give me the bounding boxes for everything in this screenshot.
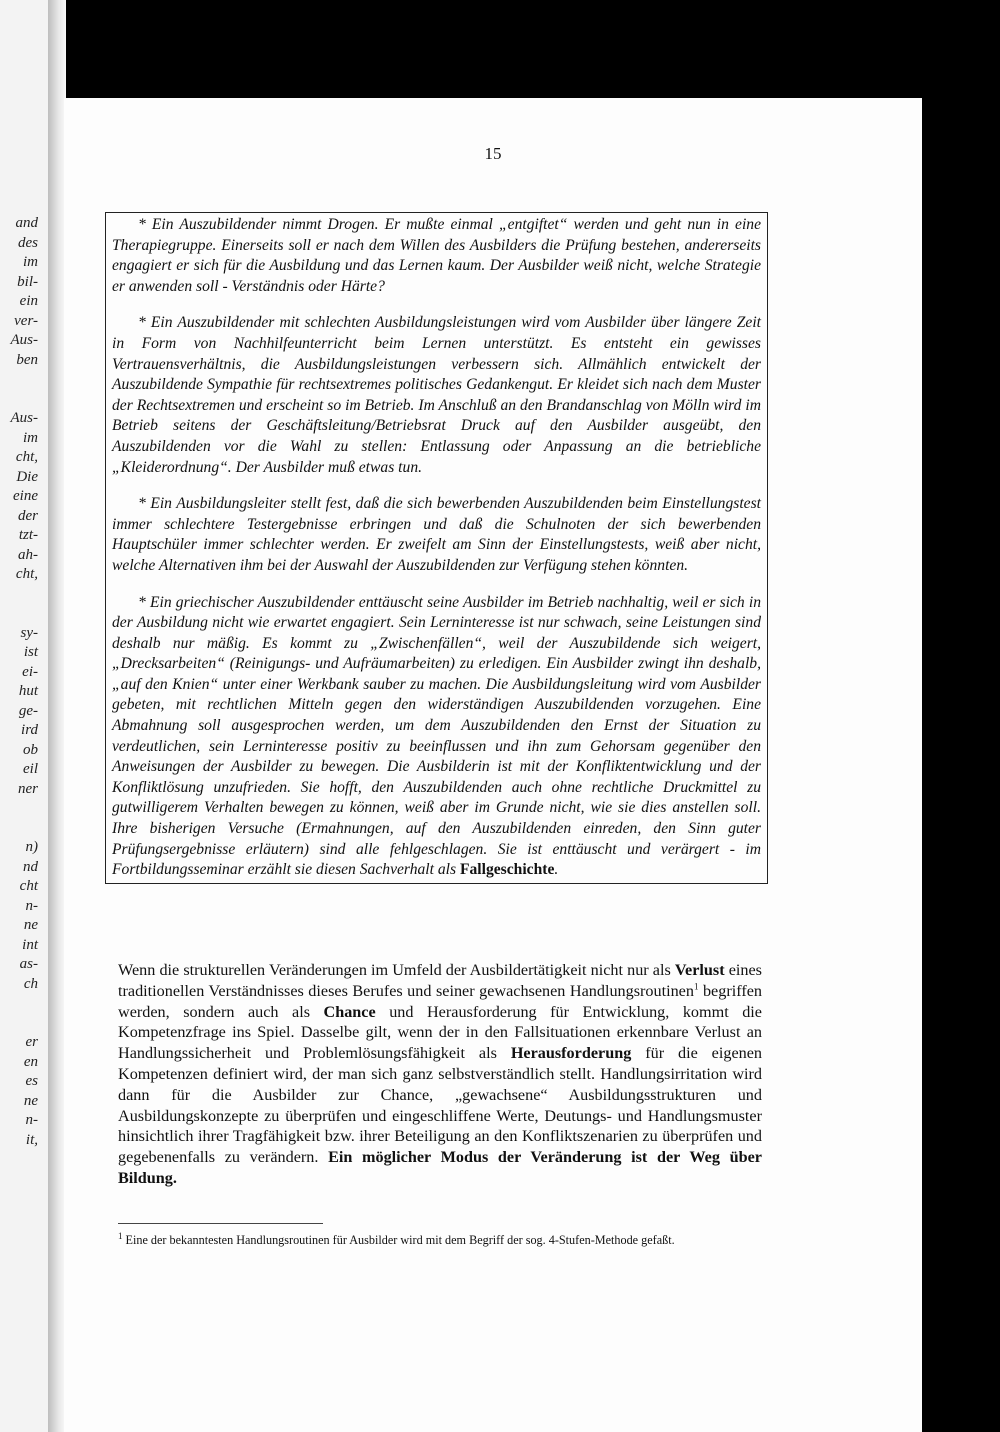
left-page-fragment [0, 1014, 38, 1034]
left-page-fragment: tzt- [18, 527, 38, 543]
left-page-fragment: Die [16, 468, 38, 485]
left-page-fragment: eil [23, 761, 38, 777]
left-page-fragment: n) [25, 839, 38, 855]
left-page-fragment: eine [13, 488, 38, 504]
body-text-run: und Herausforderung für Entwicklung, kommt die Kompetenzfrage ins Spiel. Dasselbe gilt, wenn der in den Fallsituationen erkennbare Verlust an Handlungssicherheit und Problemlösungsfähigkeit als [118, 1002, 762, 1063]
left-page-fragment: es [25, 1073, 38, 1089]
left-page-fragment: and [15, 215, 38, 231]
left-page-fragment: ird [21, 722, 38, 738]
left-page-fragment: des [18, 234, 38, 251]
body-text-run: für die eigenen Kompetenzen definiert wird, der man sich ganz selbstverständlich stellt. Handlungsirritation wird dann für die Ausbilder zur Chance, „gewachsene“ Ausbildungsstrukturen und Ausbildungskonzepte zu überprüfen und eingeschliffene Werte, Deutungs- und Handlungsmuster hinsichtlich ihrer Tragfähigkeit bzw. ihrer Beteiligung an den Konfliktszenarien zu überprüfen und gegebenenfalls zu verändern. [118, 1044, 763, 1167]
left-page-fragment: bil- [17, 273, 38, 290]
left-page-fragment: cht [19, 878, 38, 894]
left-page-fragment: er [25, 1034, 38, 1050]
left-page-fragment: Aus- [10, 332, 38, 348]
left-page-fragment: ben [16, 351, 38, 368]
case-bold-term: Fallgeschichte [459, 861, 555, 879]
left-page-fragment: ch [23, 975, 38, 992]
bullet-marker: * [138, 495, 146, 513]
left-page-fragment: ner [18, 780, 38, 797]
footnote [118, 1232, 762, 1249]
left-page-fragment: im [23, 254, 38, 270]
body-text-run: Wenn die strukturellen Veränderungen im Umfeld der Ausbildertätigkeit nicht nur als [118, 961, 675, 979]
case-paragraph [112, 593, 761, 881]
footnote-mark: 1 [118, 1230, 123, 1241]
left-page-fragment [0, 819, 38, 839]
case-paragraph [112, 494, 761, 576]
case-text: Ein Auszubildender mit schlechten Ausbildungsleistungen wird vom Ausbilder über längere Zeit in Form von Nachhilfeunterricht beim Lernen unterstützt. Es entsteht ein gewisses Vertrauensverhältnis, die Ausbildungsleistungen verbessern sich. Allmählich entwickelt der Auszubildende Sympathie für rechtsextremes politisches Gedankengut. Er kleidet sich nach dem Muster der Rechtsextremen und erscheint so im Betrieb. Im Anschluß an den Brandanschlag von Mölln wird im Betrieb seitens der Geschäftsleitung/Betriebsrat Druck auf den Ausbilder ausgeübt, den Auszubildenden vor die Wahl zu stellen: Entlassung oder Anpassung an die betriebliche „Kleiderordnung“. Der Ausbilder muß etwas tun. [112, 314, 761, 476]
left-page-fragment [0, 370, 38, 390]
bold-term: Verlust [674, 961, 725, 979]
bullet-marker: * [138, 216, 146, 233]
left-page-fragment: ah- [18, 546, 38, 563]
left-page-fragment [0, 994, 38, 1014]
case-end-punct: . [554, 861, 559, 879]
left-page-fragment: im [23, 429, 38, 446]
case-examples-box [105, 212, 768, 884]
left-page-fragment: en [23, 1053, 38, 1070]
bold-conclusion: Ein möglicher Modus der Veränderung ist der Weg über Bildung. [118, 1148, 762, 1187]
left-page-fragment: ge- [18, 702, 38, 719]
left-page-fragment: n- [25, 1112, 38, 1128]
left-page-fragment [0, 799, 38, 819]
left-page-fragment: n- [25, 897, 38, 914]
body-paragraph [118, 960, 762, 1189]
left-page-fragment: ver- [14, 312, 38, 329]
left-page-text-fragments [0, 214, 38, 1150]
left-page-fragment: ist [23, 644, 38, 660]
left-page-fragment: nd [23, 858, 38, 875]
body-text-run: eines traditionellen Verständnisses dieses Berufes und seiner gewachsenen Handlungsroutinen [118, 961, 762, 1000]
left-page-fragment: as- [19, 956, 38, 972]
left-page-fragment: cht, [15, 449, 38, 465]
left-page-fragment: ne [23, 917, 38, 933]
body-text-run: begriffen werden, sondern auch als [118, 981, 762, 1021]
case-text: Ein Auszubildender nimmt Drogen. Er mußte einmal „entgiftet“ werden und geht nun in eine Therapiegruppe. Einerseits soll er nach dem Willen des Ausbilders die Prüfung bestehen, andererseits engagiert er sich für die Ausbildung und das Lernen kaum. Der Ausbilder weiß nicht, welche Strategie er anwenden soll - Verständnis oder Härte? [112, 216, 761, 295]
left-page-fragment [0, 604, 38, 624]
book-page [64, 98, 922, 1432]
left-page-fragment: ne [23, 1092, 38, 1109]
left-page-fragment: Aus- [10, 410, 38, 426]
bold-term: Chance [323, 1002, 376, 1021]
page-number: 15 [484, 144, 502, 163]
case-paragraph [112, 313, 761, 478]
left-page-fragment: ein [19, 293, 38, 309]
bullet-marker: * [138, 593, 146, 611]
left-page-fragment: int [22, 936, 38, 953]
bold-term: Herausforderung [510, 1044, 632, 1063]
left-page-edge [0, 0, 48, 1432]
footnote-divider [118, 1223, 323, 1224]
left-page-fragment: hut [18, 683, 38, 699]
footnote-reference: 1 [693, 981, 699, 992]
bullet-marker: * [138, 314, 146, 332]
case-paragraph [112, 215, 761, 297]
case-text: Ein griechischer Auszubildender enttäuscht seine Ausbilder im Betrieb nachhaltig, weil er sich in der Ausbildung nicht wie erwartet engagiert. Sein Lerninteresse ist nur schwach, seine Leistungen sind deshalb nur mäßig. Es kommt zu „Zwischenfällen“, weil der Auszubildende sich weigert, „Drecksarbeiten“ (Reinigungs- und Aufräumarbeiten) zu erledigen. Ein Ausbilder zwingt ihn deshalb, „auf den Knien“ unter einer Werkbank sauber zu machen. Die Ausbildungsleitung wird vom Ausbilder gebeten, mit rechtlichen Mitteln gegen den widerständigen Auszubildenden vorzugehen. Eine Abmahnung soll ausgesprochen werden, um dem Auszubildenden den Ernst der Situation zu verdeutlichen, sein Lerninteresse positiv zu beeinflussen und ihn zum Gehorsam gegenüber den Anweisungen der Ausbilder zu bewegen. Die Ausbilderin ist mit der Konfliktentwicklung und der Konfliktlösung unzufrieden. Sie hofft, den Auszubildenden auch ohne rechtliche Druckmittel zu gutwilligerem Verhalten bewegen zu können, weiß aber im Grunde nicht, wie sie dies anstellen soll. Ihre bisherigen Versuche (Ermahnungen, auf den Auszubildenden einreden, den Sinn guter Prüfungsergebnisse erläutern) sind alle fehlgeschlagen. Sie ist enttäuscht und verärgert - im Fortbildungsseminar erzählt sie diesen Sachverhalt als [112, 593, 761, 879]
left-page-fragment: sy- [20, 624, 38, 641]
left-page-fragment: cht, [15, 566, 38, 582]
left-page-fragment: der [18, 507, 38, 524]
case-text: Ein Ausbildungsleiter stellt fest, daß die sich bewerbenden Auszubildenden beim Einstellungstest immer schlechtere Testergebnisse erbringen und daß die Schulnoten der sich bewerbenden Hauptschüler immer schlechter werden. Er zweifelt am Sinn der Einstellungstests, weiß aber nicht, welche Alternativen ihm bei der Auswahl der Auszubildenden zur Verfügung stehen könnten. [112, 495, 761, 574]
left-page-fragment: it, [25, 1131, 38, 1148]
left-page-fragment: ob [23, 741, 38, 758]
left-page-fragment [0, 390, 38, 410]
left-page-fragment: ei- [22, 663, 38, 680]
left-page-fragment [0, 585, 38, 605]
footnote-text: Eine der bekanntesten Handlungsroutinen für Ausbilder wird mit dem Begriff der sog. 4-Stufen-Methode gefaßt. [122, 1233, 675, 1247]
